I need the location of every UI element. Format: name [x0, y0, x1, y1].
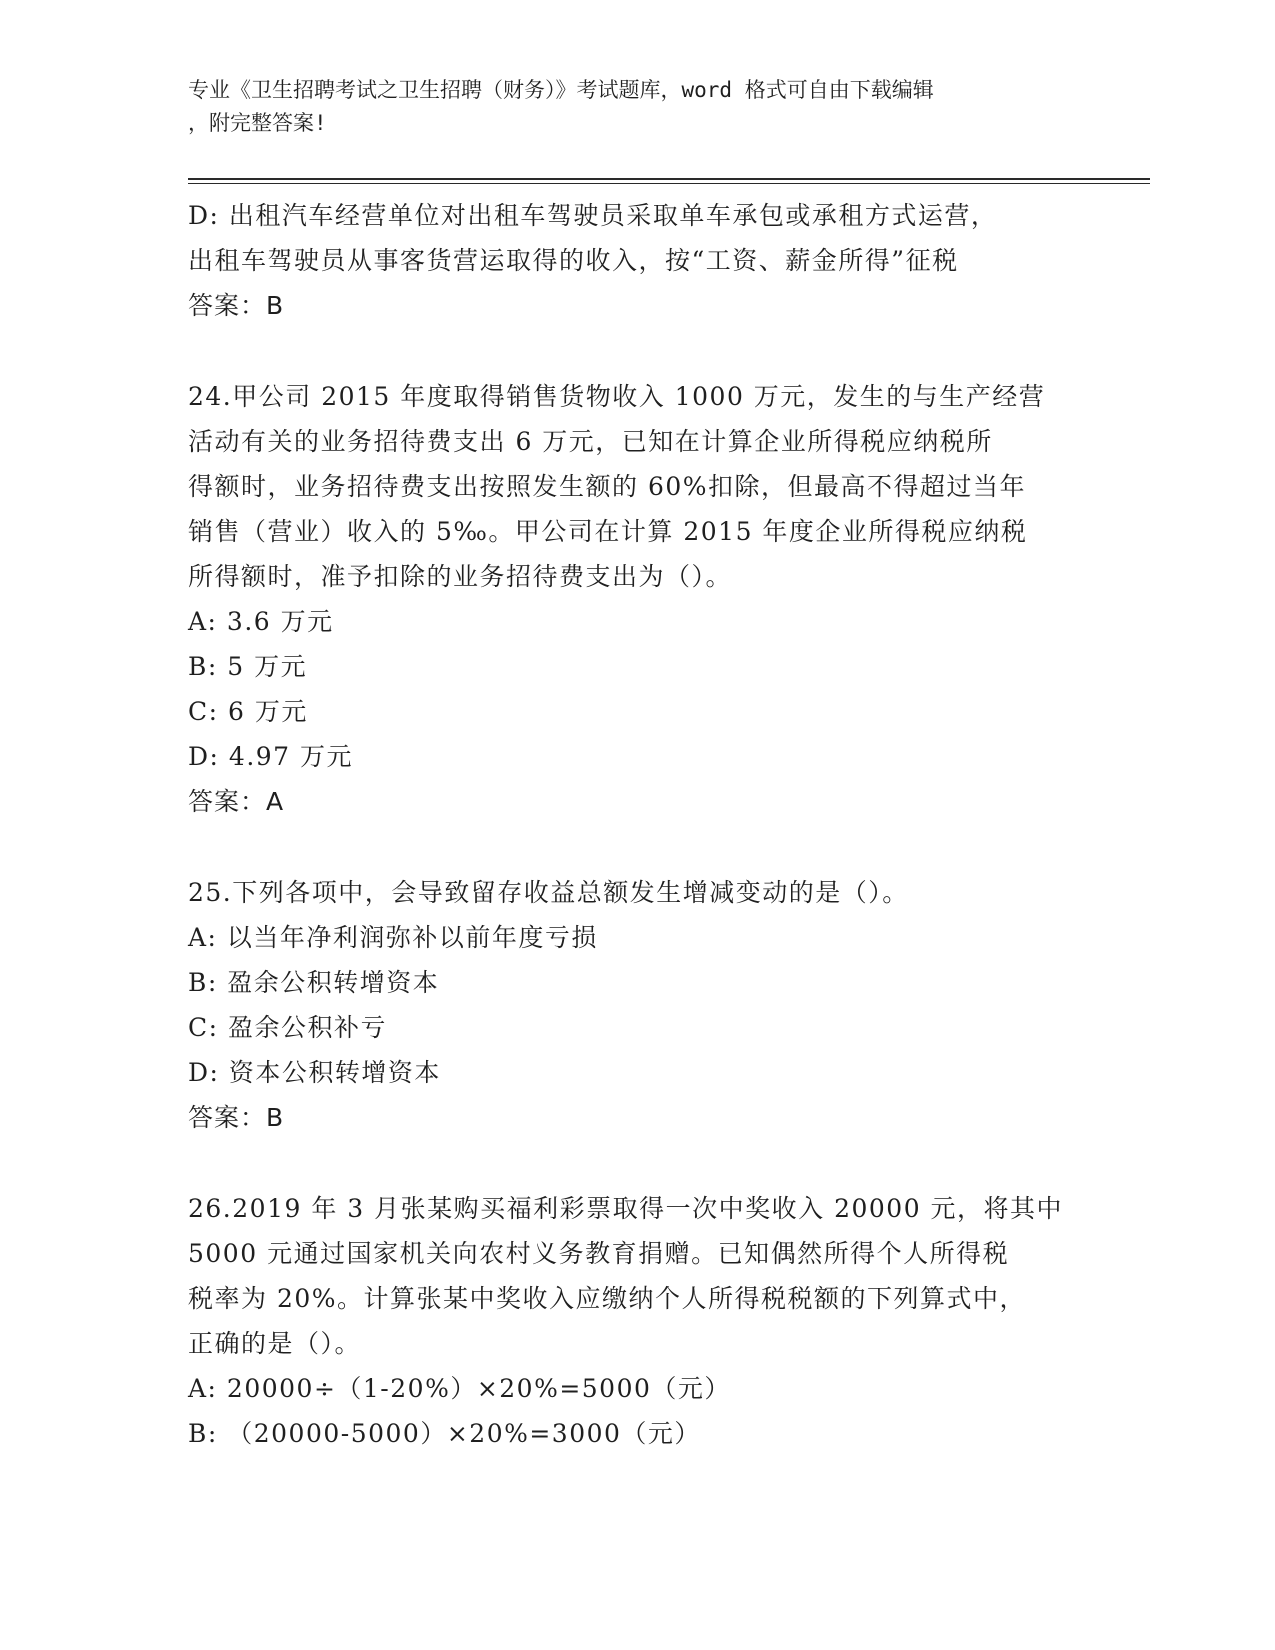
option-c: C: 盈余公积补亏: [188, 1013, 387, 1042]
option-b: B: 5 万元: [188, 652, 308, 681]
option-a: A: 20000÷（1-20%）×20%=5000（元）: [188, 1374, 731, 1403]
spacer: [188, 328, 1088, 374]
question-25: [188, 870, 1088, 1140]
question-text-line: 活动有关的业务招待费支出 6 万元，已知在计算企业所得税应纳税所: [188, 427, 993, 456]
header-divider-thick: [188, 178, 1150, 180]
answer-line: 答案：A: [188, 787, 285, 816]
option-b: B: （20000-5000）×20%=3000（元）: [188, 1419, 701, 1448]
spacer: [188, 1140, 1088, 1186]
answer-line: 答案：B: [188, 1103, 285, 1132]
question-text-line: 5000 元通过国家机关向农村义务教育捐赠。已知偶然所得个人所得税: [188, 1239, 1010, 1268]
option-d-line-2: 出租车驾驶员从事客货营运取得的收入，按“工资、薪金所得”征税: [188, 246, 959, 275]
question-text-line: 26.2019 年 3 月张某购买福利彩票取得一次中奖收入 20000 元，将其中: [188, 1194, 1064, 1223]
option-d: D: 资本公积转增资本: [188, 1058, 441, 1087]
question-text-line: 25.下列各项中，会导致留存收益总额发生增减变动的是（）。: [188, 878, 909, 907]
question-text-line: 所得额时，准予扣除的业务招待费支出为（）。: [188, 562, 733, 591]
spacer: [188, 824, 1088, 870]
question-text-line: 税率为 20%。计算张某中奖收入应缴纳个人所得税税额的下列算式中，: [188, 1284, 1027, 1313]
question-text-line: 得额时，业务招待费支出按照发生额的 60%扣除，但最高不得超过当年: [188, 472, 1027, 501]
question-text-line: 正确的是（）。: [188, 1329, 362, 1358]
option-a: A: 3.6 万元: [188, 607, 334, 636]
question-content: [188, 193, 1088, 1456]
question-text-line: 销售（营业）收入的 5‰。甲公司在计算 2015 年度企业所得税应纳税: [188, 517, 1028, 546]
question-text-line: 24.甲公司 2015 年度取得销售货物收入 1000 万元，发生的与生产经营: [188, 382, 1046, 411]
header-title-line-2: ，附完整答案!: [188, 111, 327, 135]
option-a: A: 以当年净利润弥补以前年度亏损: [188, 923, 598, 952]
prev-question-block: [188, 193, 1088, 328]
option-d-line-1: D: 出租汽车经营单位对出租车驾驶员采取单车承包或承租方式运营，: [188, 201, 998, 230]
answer-line: 答案：B: [188, 291, 285, 320]
page-header: [188, 74, 1088, 140]
option-d: D: 4.97 万元: [188, 742, 354, 771]
header-divider-thin: [188, 183, 1150, 184]
option-c: C: 6 万元: [188, 697, 308, 726]
question-26: [188, 1186, 1088, 1456]
header-title-line-1: 专业《卫生招聘考试之卫生招聘（财务）》考试题库，word 格式可自由下载编辑: [188, 78, 934, 102]
question-24: [188, 374, 1088, 824]
option-b: B: 盈余公积转增资本: [188, 968, 440, 997]
